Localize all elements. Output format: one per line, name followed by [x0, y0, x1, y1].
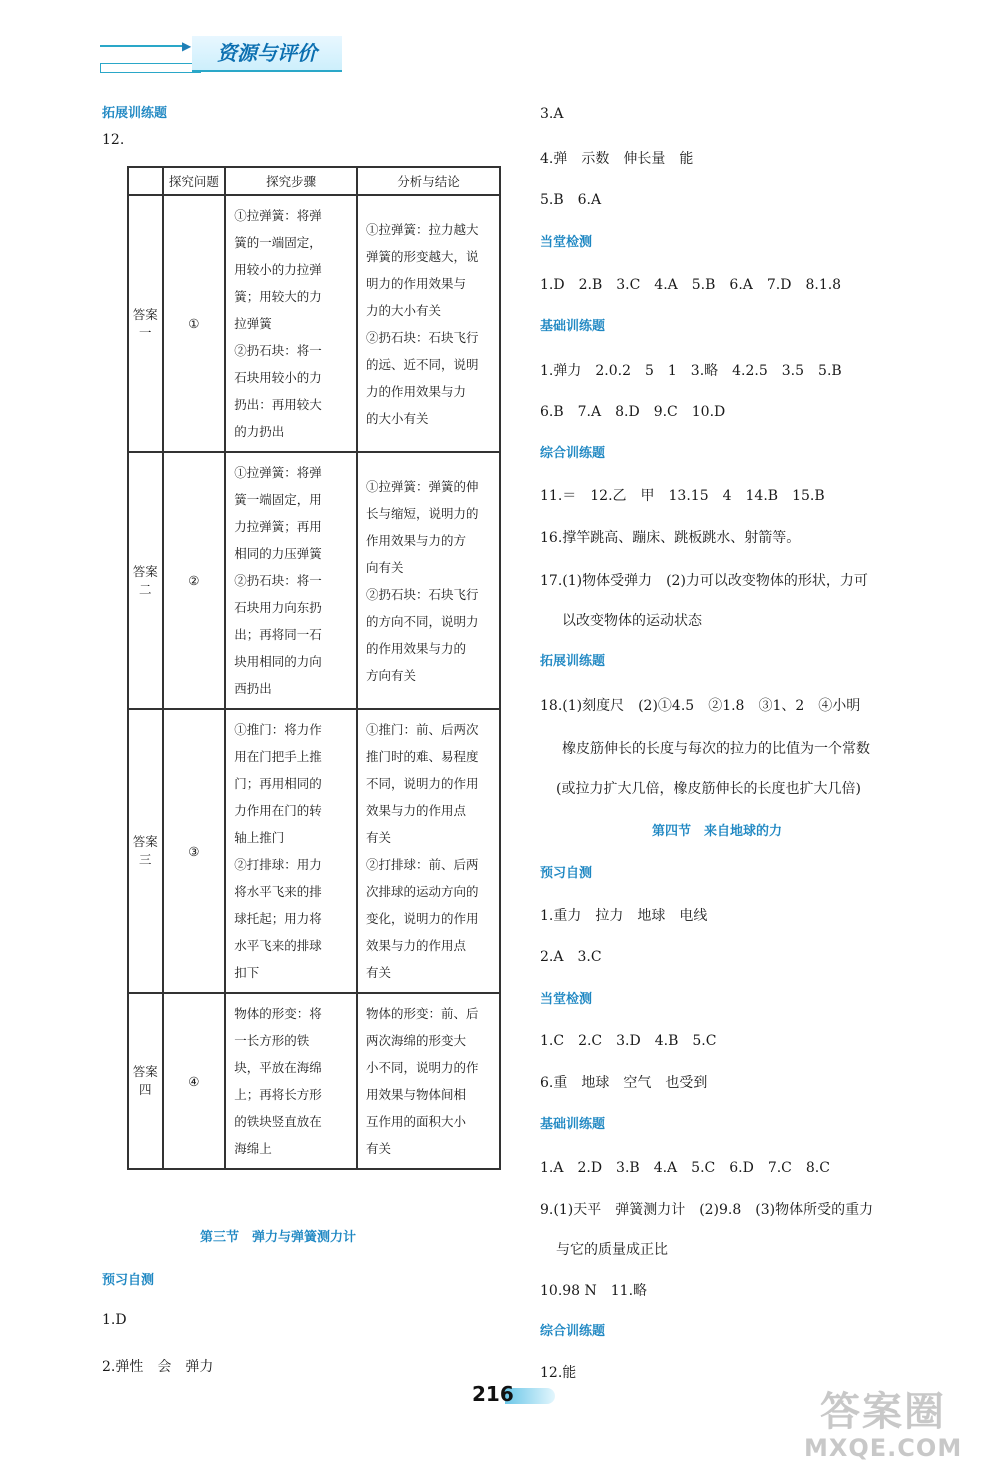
section-heading-preview: 预习自测 — [102, 1273, 155, 1288]
answer-line: 11.＝ 12.乙 甲 13.15 4 14.B 15.B — [540, 488, 825, 504]
answer-line: 1.弹力 2.0.2 5 1 3.略 4.2.5 3.5 5.B — [540, 363, 842, 379]
conclusion-line: 的远、近不同，说明 — [365, 356, 479, 372]
conclusion-line: ②扔石块：石块飞行 — [365, 586, 479, 602]
answer-label-line: 四 — [139, 1082, 152, 1097]
table-row — [128, 709, 500, 993]
section-heading-extend: 拓展训练题 — [102, 106, 168, 121]
section-heading: 基础训练题 — [540, 319, 606, 334]
step-line: 石块用力向东扔 — [234, 600, 322, 615]
conclusion-cell — [357, 452, 500, 709]
section-title-3: 第三节 弹力与弹簧测力计 — [200, 1230, 357, 1245]
step-line: ②打排球：用力 — [234, 857, 322, 872]
section-heading: 拓展训练题 — [540, 654, 606, 669]
table-header-row — [128, 167, 500, 195]
answer-line: 10.98 N 11.略 — [540, 1283, 648, 1299]
answer-line: 17.(1)物体受弹力 (2)力可以改变物体的形状，力可 — [540, 573, 868, 589]
table-row — [128, 993, 500, 1169]
step-line: 扔出：再用较大 — [234, 397, 322, 412]
answer-line: 与它的质量成正比 — [556, 1242, 668, 1258]
step-line: ②扔石块：将一 — [234, 343, 322, 358]
answer-label-line: 答案 — [132, 306, 158, 322]
conclusion-line: ①推门：前、后两次 — [365, 722, 479, 737]
conclusion-cell — [357, 195, 500, 452]
answer-line: 12.能 — [540, 1365, 577, 1381]
column-header: 探究问题 — [163, 167, 226, 195]
step-line: 簧一端固定，用 — [234, 492, 322, 507]
page-number: 216 — [472, 1382, 514, 1406]
section-heading: 当堂检测 — [540, 992, 593, 1007]
step-line: 海绵上 — [234, 1141, 272, 1156]
conclusion-line: 两次海绵的形变大 — [365, 1033, 466, 1048]
answer-label — [128, 195, 163, 452]
steps-cell — [225, 709, 357, 993]
answer-label — [128, 993, 163, 1169]
conclusion-line: 长与缩短，说明力的 — [365, 505, 479, 521]
section-heading: 综合训练题 — [540, 446, 606, 461]
answer-label-line: 答案 — [132, 563, 158, 579]
conclusion-line: 明力的作用效果与 — [365, 275, 466, 291]
table-corner — [128, 167, 163, 195]
conclusion-line: 方向有关 — [365, 667, 416, 683]
step-line: 西扔出 — [234, 681, 272, 696]
conclusion-line: 有关 — [365, 1141, 391, 1156]
step-line: 拉弹簧 — [234, 316, 272, 331]
answer-table — [127, 166, 501, 1170]
step-line: 上；再将长方形 — [234, 1087, 322, 1102]
steps-cell — [225, 452, 357, 709]
step-line: 石块用较小的力 — [234, 370, 322, 385]
step-line: 块，平放在海绵 — [234, 1060, 322, 1075]
conclusion-line: 变化，说明力的作用 — [365, 911, 479, 926]
step-line: ①拉弹簧：将弹 — [234, 208, 322, 223]
answer-line: 以改变物体的运动状态 — [562, 613, 702, 629]
section-heading: 综合训练题 — [540, 1324, 606, 1339]
conclusion-line: 有关 — [365, 830, 391, 845]
answer-line: 1.A 2.D 3.B 4.A 5.C 6.D 7.C 8.C — [540, 1160, 830, 1176]
question-cell: ④ — [163, 993, 226, 1169]
question-number: 12. — [102, 132, 125, 148]
answer-label-line: 答案 — [132, 834, 158, 849]
conclusion-line: 推门时的难、易程度 — [365, 749, 479, 764]
column-header: 探究步骤 — [225, 167, 357, 195]
section-heading: 预习自测 — [540, 866, 593, 881]
section-heading: 当堂检测 — [540, 235, 593, 250]
step-line: 相同的力压弹簧 — [234, 546, 322, 561]
conclusion-line: ②打排球：前、后两 — [365, 857, 479, 872]
answer-label-line: 一 — [139, 324, 152, 340]
answer-line: 9.(1)天平 弹簧测力计 (2)9.8 (3)物体所受的重力 — [540, 1202, 874, 1218]
section-title-4: 第四节 来自地球的力 — [652, 824, 783, 839]
conclusion-line: 用效果与物体间相 — [365, 1087, 466, 1102]
conclusion-line: 的作用效果与力的 — [365, 640, 466, 656]
step-line: ①拉弹簧：将弹 — [234, 465, 322, 480]
step-line: 球托起；用力将 — [234, 911, 322, 926]
answer-line: 2.A 3.C — [540, 949, 602, 965]
conclusion-line: 弹簧的形变越大，说 — [365, 248, 479, 264]
conclusion-line: 的大小有关 — [365, 410, 429, 426]
answer-label-line: 答案 — [132, 1064, 158, 1079]
answer-line: (或拉力扩大几倍，橡皮筋伸长的长度也扩大几倍) — [556, 781, 861, 797]
answer-label-line: 二 — [139, 581, 152, 597]
answer-line: 1.D — [102, 1312, 127, 1328]
watermark-url: MXQE.COM — [804, 1434, 963, 1462]
answer-line: 3.A — [540, 106, 564, 122]
question-cell: ③ — [163, 709, 226, 993]
steps-cell — [225, 993, 357, 1169]
step-line: 用较小的力拉弹 — [234, 262, 322, 277]
step-line: 簧的一端固定， — [234, 235, 322, 250]
conclusion-line: 的方向不同，说明力 — [365, 613, 479, 629]
step-line: ①推门：将力作 — [234, 722, 322, 737]
conclusion-line: 次排球的运动方向的 — [365, 884, 479, 899]
answer-line: 2.弹性 会 弹力 — [102, 1359, 214, 1375]
answer-line: 4.弹 示数 伸长量 能 — [540, 151, 694, 167]
step-line: 力拉弹簧；再用 — [234, 519, 322, 534]
answer-line: 1.重力 拉力 地球 电线 — [540, 908, 708, 924]
conclusion-line: 物体的形变：前、后 — [365, 1006, 479, 1021]
conclusion-line: ①拉弹簧：弹簧的伸 — [365, 478, 479, 494]
conclusion-line: 力的作用效果与力 — [365, 383, 466, 399]
step-line: 块用相同的力向 — [234, 654, 322, 669]
conclusion-cell — [357, 993, 500, 1169]
conclusion-line: 小不同，说明力的作 — [365, 1060, 479, 1075]
column-header: 分析与结论 — [357, 167, 500, 195]
conclusion-line: 效果与力的作用点 — [365, 938, 466, 953]
conclusion-line: 力的大小有关 — [365, 302, 441, 318]
section-heading: 基础训练题 — [540, 1117, 606, 1132]
conclusion-line: 作用效果与力的方 — [365, 532, 466, 548]
step-line: 簧；用较大的力 — [234, 289, 322, 304]
arrow-icon: ▶ — [182, 39, 192, 53]
answer-line: 5.B 6.A — [540, 192, 602, 208]
conclusion-line: 不同，说明力的作用 — [365, 776, 479, 791]
step-line: 门；再用相同的 — [234, 776, 322, 791]
conclusion-line: 效果与力的作用点 — [365, 803, 466, 818]
table-row — [128, 195, 500, 452]
answer-line: 6.重 地球 空气 也受到 — [540, 1075, 708, 1091]
page-header — [100, 36, 350, 72]
answer-line: 1.C 2.C 3.D 4.B 5.C — [540, 1033, 717, 1049]
watermark-text: 答案圈 — [820, 1389, 946, 1435]
steps-cell — [225, 195, 357, 452]
question-cell: ① — [163, 195, 226, 452]
step-line: 的铁块竖直放在 — [234, 1114, 322, 1129]
header-bracket — [100, 63, 201, 73]
answer-line: 16.撑竿跳高、蹦床、跳板跳水、射箭等。 — [540, 530, 801, 546]
answer-line: 1.D 2.B 3.C 4.A 5.B 6.A 7.D 8.1.8 — [540, 277, 842, 293]
step-line: 出；再将同一石 — [234, 627, 322, 642]
step-line: 一长方形的铁 — [234, 1033, 310, 1048]
step-line: 用在门把手上推 — [234, 749, 322, 764]
header-title: 资源与评价 — [192, 36, 342, 72]
answer-label — [128, 709, 163, 993]
step-line: 水平飞来的排球 — [234, 938, 322, 953]
conclusion-line: ②扔石块：石块飞行 — [365, 329, 479, 345]
step-line: ②扔石块：将一 — [234, 573, 322, 588]
step-line: 将水平飞来的排 — [234, 884, 322, 899]
header-rule — [100, 45, 184, 47]
question-cell: ② — [163, 452, 226, 709]
conclusion-line: 有关 — [365, 965, 391, 980]
conclusion-line: 互作用的面积大小 — [365, 1114, 466, 1129]
table-row — [128, 452, 500, 709]
conclusion-cell — [357, 709, 500, 993]
answer-line: 18.(1)刻度尺 (2)①4.5 ②1.8 ③1、2 ④小明 — [540, 698, 861, 714]
answer-line: 橡皮筋伸长的长度与每次的拉力的比值为一个常数 — [562, 741, 870, 757]
conclusion-line: ①拉弹簧：拉力越大 — [365, 221, 479, 237]
answer-label-line: 三 — [139, 852, 152, 867]
answer-line: 6.B 7.A 8.D 9.C 10.D — [540, 404, 726, 420]
answer-label — [128, 452, 163, 709]
watermark-logo — [800, 1380, 990, 1466]
step-line: 轴上推门 — [234, 830, 285, 845]
step-line: 的力扔出 — [234, 424, 285, 439]
conclusion-line: 向有关 — [365, 559, 404, 575]
step-line: 物体的形变：将 — [234, 1006, 322, 1021]
step-line: 扣下 — [234, 965, 260, 980]
step-line: 力作用在门的转 — [234, 803, 322, 818]
